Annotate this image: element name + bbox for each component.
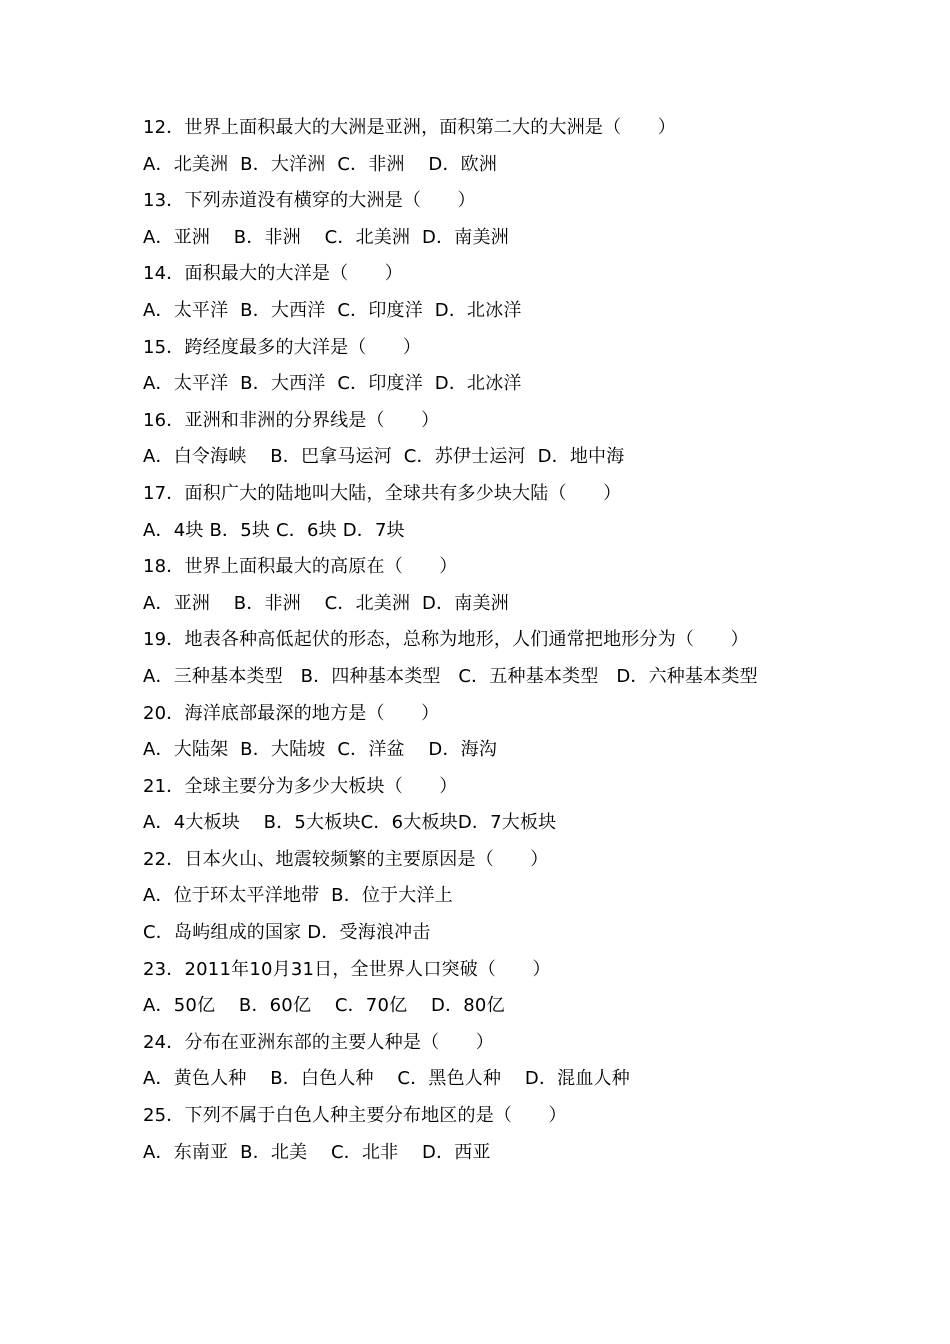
question-options: A．亚洲 B．非洲 C．北美洲 D．南美洲 — [143, 592, 509, 614]
question-stem: 21．全球主要分为多少大板块（ ） — [143, 775, 458, 797]
question-stem: 25．下列不属于白色人种主要分布地区的是（ ） — [143, 1105, 567, 1127]
question-stem: 15．跨经度最多的大洋是（ ） — [143, 336, 422, 358]
question-stem: 24．分布在亚洲东部的主要人种是（ ） — [143, 1031, 494, 1053]
question-options: A．太平洋 B．大西洋 C．印度洋 D．北冰洋 — [143, 299, 522, 321]
question-stem: 16．亚洲和非洲的分界线是（ ） — [143, 409, 440, 431]
question-options: A．4块 B．5块 C．6块 D．7块 — [143, 519, 405, 541]
question-stem: 20．海洋底部最深的地方是（ ） — [143, 702, 440, 724]
question-stem: 14．面积最大的大洋是（ ） — [143, 263, 403, 285]
question-options: A．大陆架 B．大陆坡 C．洋盆 D．海沟 — [143, 739, 498, 761]
question-options: A．太平洋 B．大西洋 C．印度洋 D．北冰洋 — [143, 373, 522, 395]
question-options: A．4大板块 B．5大板块C．6大板块D．7大板块 — [143, 812, 557, 834]
question-stem: 19．地表各种高低起伏的形态，总称为地形，人们通常把地形分为（ ） — [143, 629, 749, 651]
question-options: A．黄色人种 B．白色人种 C．黑色人种 D．混血人种 — [143, 1068, 630, 1090]
question-options: A．白令海峡 B．巴拿马运河 C．苏伊士运河 D．地中海 — [143, 446, 625, 468]
question-options: C．岛屿组成的国家 D．受海浪冲击 — [143, 922, 431, 944]
question-stem: 13．下列赤道没有横穿的大洲是（ ） — [143, 190, 476, 212]
question-options: A．三种基本类型 B．四种基本类型 C．五种基本类型 D．六种基本类型 — [143, 665, 758, 687]
question-options: A．北美洲 B．大洋洲 C．非洲 D．欧洲 — [143, 153, 498, 175]
question-stem: 17．面积广大的陆地叫大陆，全球共有多少块大陆（ ） — [143, 482, 622, 504]
question-sheet — [143, 110, 903, 1171]
question-options: A．位于环太平洋地带 B．位于大洋上 — [143, 885, 453, 907]
question-stem: 12．世界上面积最大的大洲是亚洲，面积第二大的大洲是（ ） — [143, 117, 676, 138]
question-stem: 23．2011年10月31日，全世界人口突破（ ） — [143, 958, 551, 980]
question-options: A．亚洲 B．非洲 C．北美洲 D．南美洲 — [143, 226, 509, 248]
question-options: A．东南亚 B．北美 C．北非 D．西亚 — [143, 1141, 491, 1163]
question-stem: 22．日本火山、地震较频繁的主要原因是（ ） — [143, 848, 549, 870]
question-stem: 18．世界上面积最大的高原在（ ） — [143, 556, 458, 578]
question-options: A．50亿 B．60亿 C．70亿 D．80亿 — [143, 995, 505, 1017]
